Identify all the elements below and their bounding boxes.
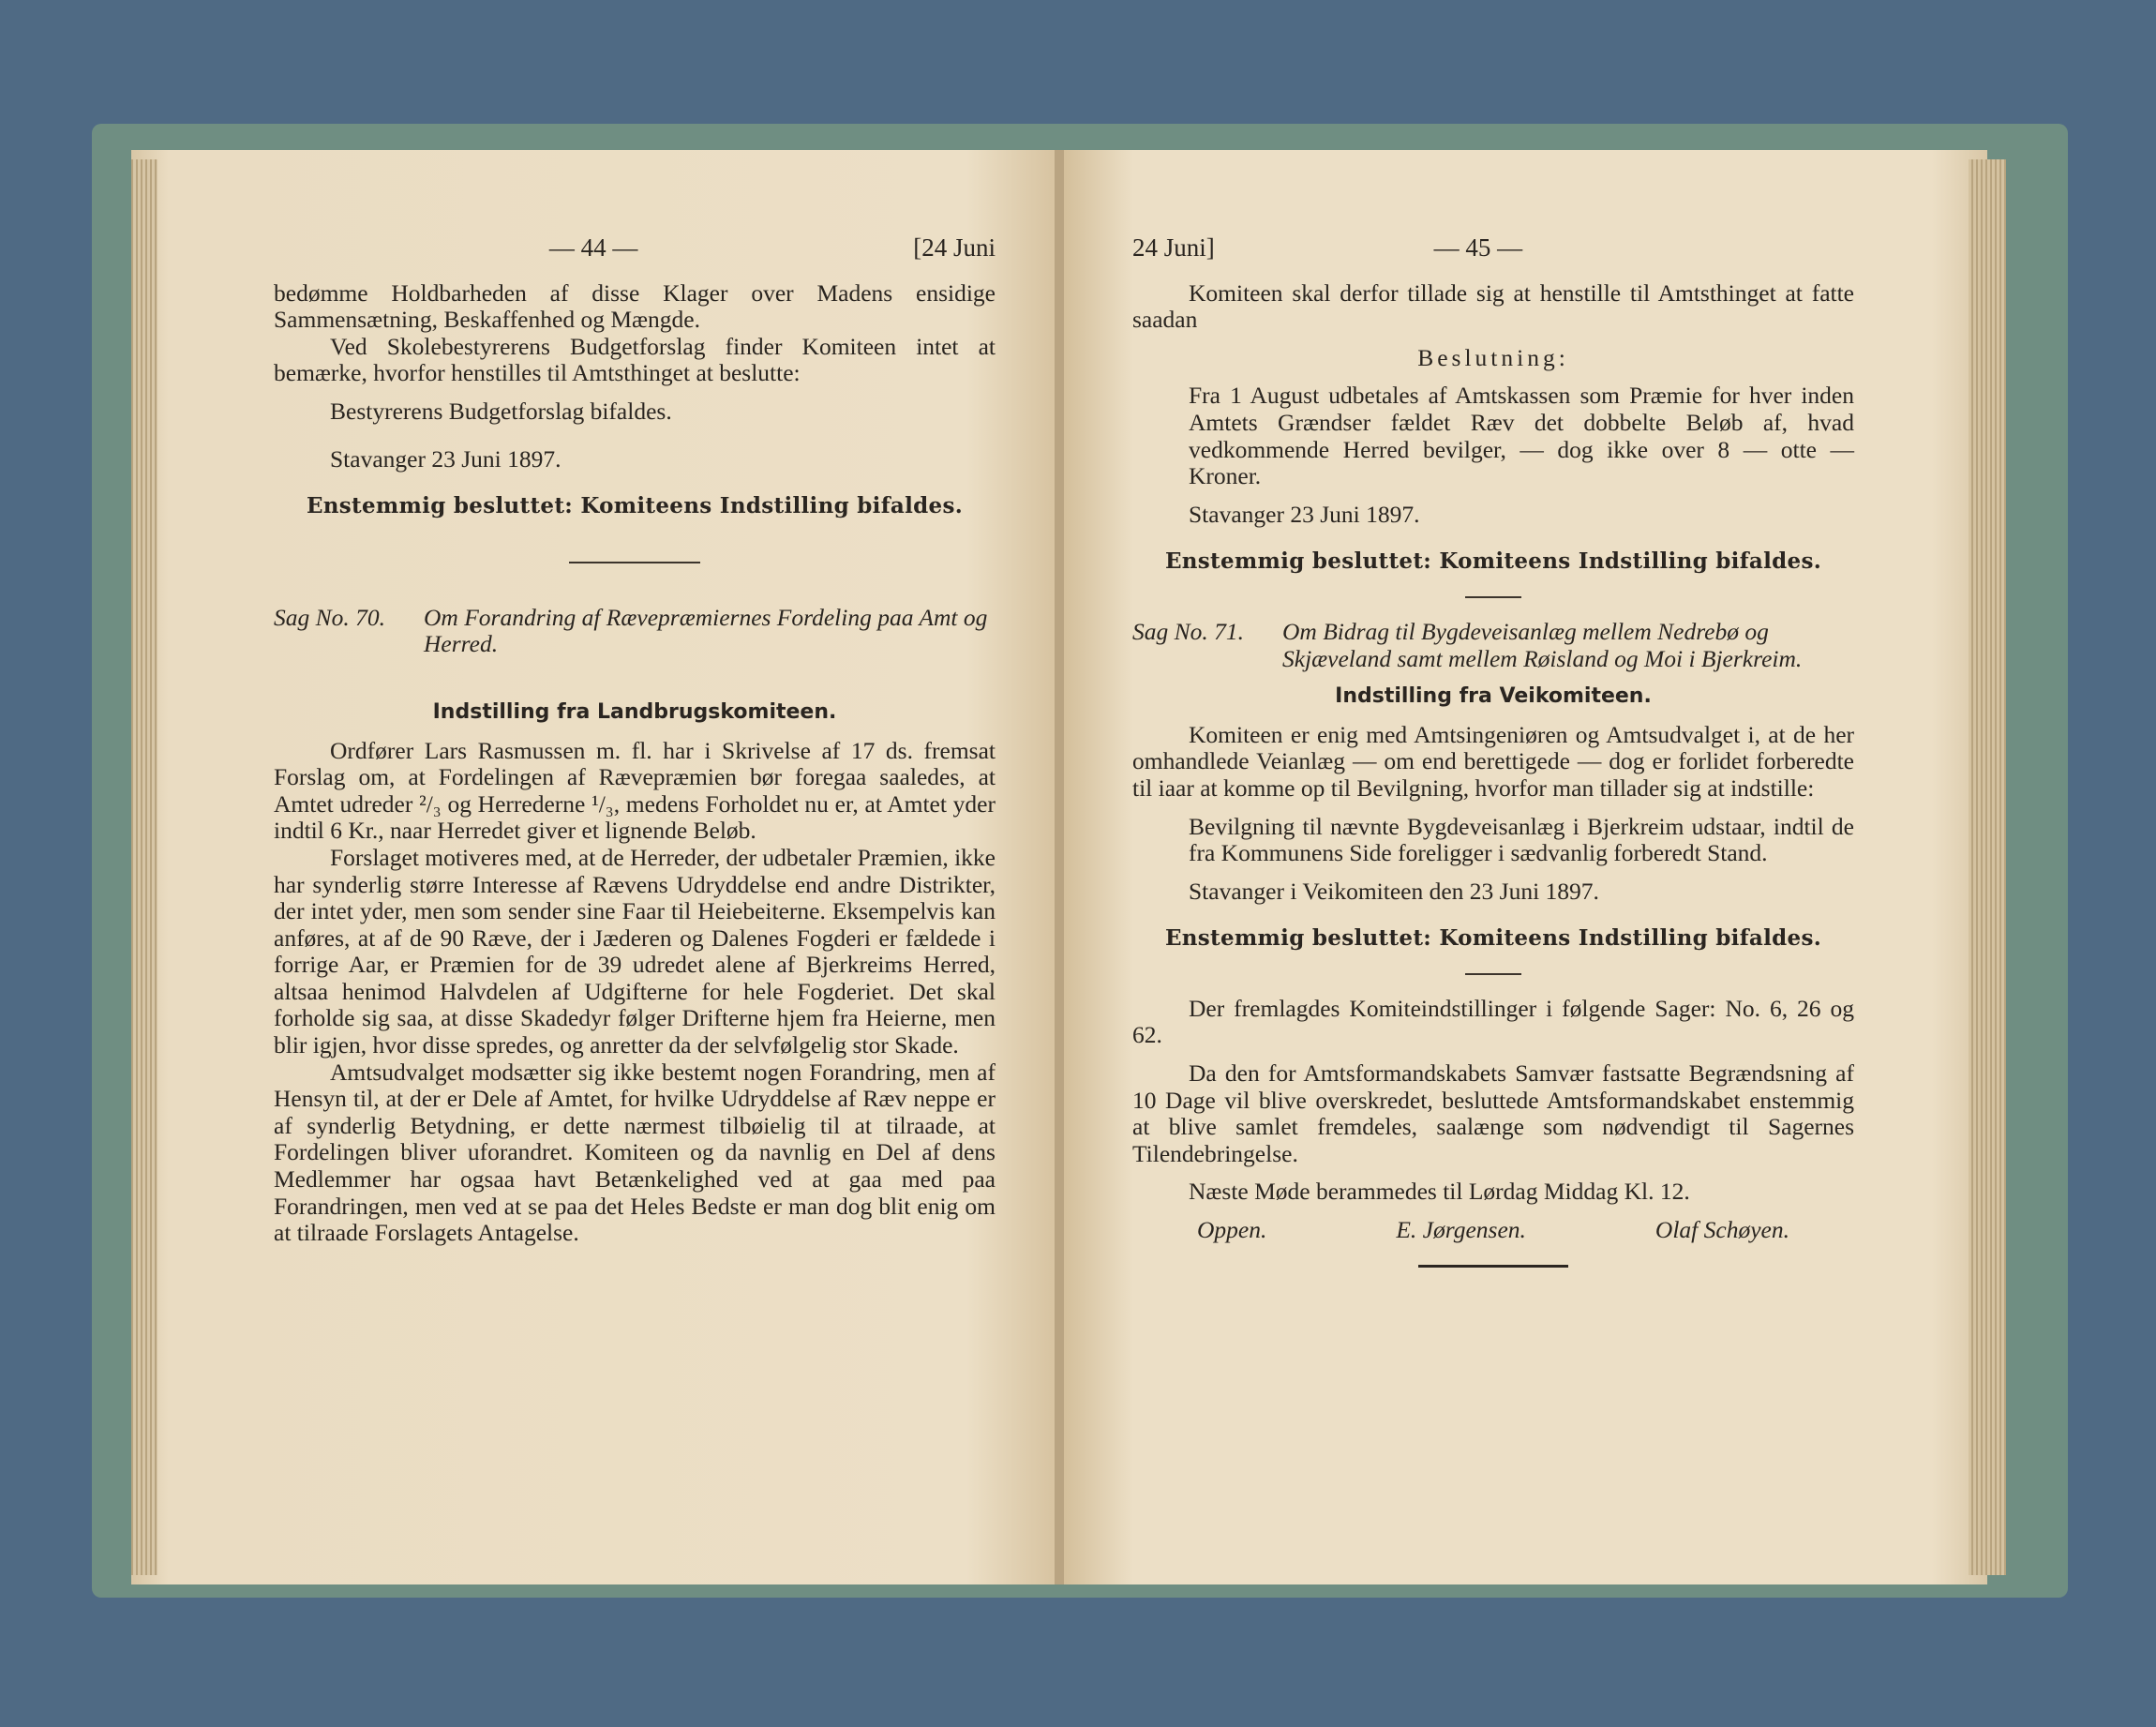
signature: E. Jørgensen.: [1396, 1216, 1526, 1244]
committee-heading: Indstilling fra Landbrugskomiteen.: [432, 699, 837, 724]
paragraph: Der fremlagdes Komiteindstillinger i følgende Sager: No. 6, 26 og 62.: [1132, 994, 1854, 1049]
running-head-left: [24 Juni: [913, 233, 996, 262]
signatures: [1132, 1217, 1854, 1244]
page-edges-left: [131, 159, 157, 1575]
signature: Olaf Schøyen.: [1654, 1216, 1789, 1244]
left-header: [274, 234, 996, 262]
right-header: [1132, 234, 1854, 262]
date-line: Stavanger 23 Juni 1897.: [330, 444, 561, 473]
date-line: Stavanger 23 Juni 1897.: [1189, 500, 1420, 528]
case-title: Om Bidrag til Bygdeveisanlæg mellem Nedrebø og Skjæveland samt mellem Røisland og Moi i Bjerkreim.: [1282, 617, 1803, 672]
decision-heading: Beslutning:: [1417, 343, 1569, 371]
budget-approval: Bestyrerens Budgetforslag bifaldes.: [330, 397, 672, 425]
paragraph: bedømme Holdbarheden af disse Klager over Madens ensidige Sammensætning, Beskaffenhed og Mængde.: [274, 278, 996, 334]
case-heading: [1132, 619, 1854, 672]
resolution: Enstemmig besluttet: Komiteens Indstilling bifaldes.: [306, 493, 964, 519]
signature: Oppen.: [1197, 1216, 1267, 1244]
left-text-column: [274, 234, 996, 1247]
paragraph: Næste Møde berammedes til Lørdag Middag Kl. 12.: [1189, 1178, 1690, 1206]
case-number: Sag No. 70.: [274, 603, 386, 631]
case-title: Om Forandring af Rævepræmiernes Fordeling paa Amt og Herred.: [424, 603, 988, 658]
right-text-column: [1132, 234, 1854, 1268]
paragraph: Ordfører Lars Rasmussen m. fl. har i Skrivelse af 17 ds. fremsat Forslag om, at Fordelingen af Rævepræmien bør foregaa saaledes, at Amtet udreder ²/₃ og Herrederne ¹/₃, medens Forholdet nu er, at Amtet yder indtil 6 Kr., naar Herredet giver et lignende Beløb.: [274, 736, 996, 845]
date-line: Stavanger i Veikomiteen den 23 Juni 1897.: [1189, 877, 1599, 905]
recommendation: Bevilgning til nævnte Bygdeveisanlæg i Bjerkreim udstaar, indtil de fra Kommunens Side foreligger i sædvanlig forberedt Stand.: [1189, 812, 1854, 867]
running-head-right: 24 Juni]: [1132, 233, 1215, 262]
paragraph: Amtsudvalget modsætter sig ikke bestemt nogen Forandring, men af Hensyn til, at der er Dele af Amtet, for hvilke Udryddelse af Ræv neppe er af synderlig Betydning, er dette nærmest tilbøielig til at tilraade, at Fordelingen bliver uforandret. Komiteen og da navnlig en Del af dens Medlemmer har ogsaa havt Betænkelighed ved at gaa med paa Forandringen, men ved at se paa det Heles Bedste er man dog blit enig om at tilraade Forslagets Antagelse.: [274, 1058, 996, 1247]
page-edges-right: [1969, 159, 2006, 1575]
paragraph: Komiteen skal derfor tillade sig at henstille til Amtsthinget at fatte saadan: [1132, 278, 1854, 334]
paragraph: Forslaget motiveres med, at de Herreder, der udbetaler Præmien, ikke har synderlig større Interesse af Rævens Udryddelse end andre Distrikter, der intet yder, men som sender sine Faar til Heiebeiterne. Eksempelvis kan anføres, at af de 90 Ræve, der i Jæderen og Dalenes Fogderi er fældede i forrige Aar, er Præmien for de 39 udredet alene af Bjerkreims Herred, altsaa henimod Halvdelen af Udgifterne for hele Fogderiet. Det skal forholde sig saa, at disse Skadedyr følger Drifterne hjem fra Heierne, men blir igjen, hvor disse spredes, og anretter da der selvfølgelig stor Skade.: [274, 843, 996, 1059]
resolution: Enstemmig besluttet: Komiteens Indstilling bifaldes.: [1164, 548, 1822, 575]
book-spine: [1055, 150, 1064, 1584]
resolution: Enstemmig besluttet: Komiteens Indstilling bifaldes.: [1164, 925, 1822, 952]
page-number-right: — 45 —: [1433, 233, 1523, 262]
committee-heading: Indstilling fra Veikomiteen.: [1335, 684, 1652, 709]
paragraph: Ved Skolebestyrerens Budgetforslag finder Komiteen intet at bemærke, hvorfor henstilles til Amtsthinget at beslutte:: [274, 332, 996, 387]
decision-text: Fra 1 August udbetales af Amtskassen som Præmie for hver inden Amtets Grændser fældet Ræv det dobbelte Beløb af, hvad vedkommende Herred bevilger, — dog ikke over 8 — otte — Kroner.: [1189, 382, 1854, 490]
page-number-left: — 44 —: [548, 233, 638, 262]
end-rule: [1418, 1265, 1568, 1268]
case-heading: [274, 605, 996, 658]
paragraph: Da den for Amtsformandskabets Samvær fastsatte Begrændsning af 10 Dage vil blive overskredet, besluttede Amtsformandskabet enstemmig at blive samlet fremdeles, saalænge som nødvendigt til Sagernes Tilendebringelse.: [1132, 1059, 1854, 1167]
case-number: Sag No. 71.: [1132, 617, 1245, 645]
paragraph: Komiteen er enig med Amtsingeniøren og Amtsudvalget i, at de her omhandlede Veianlæg — om end berettigede — dog er forlidet forberedte til iaar at komme op til Bevilgning, hvorfor man tillader sig at indstille:: [1132, 720, 1854, 802]
